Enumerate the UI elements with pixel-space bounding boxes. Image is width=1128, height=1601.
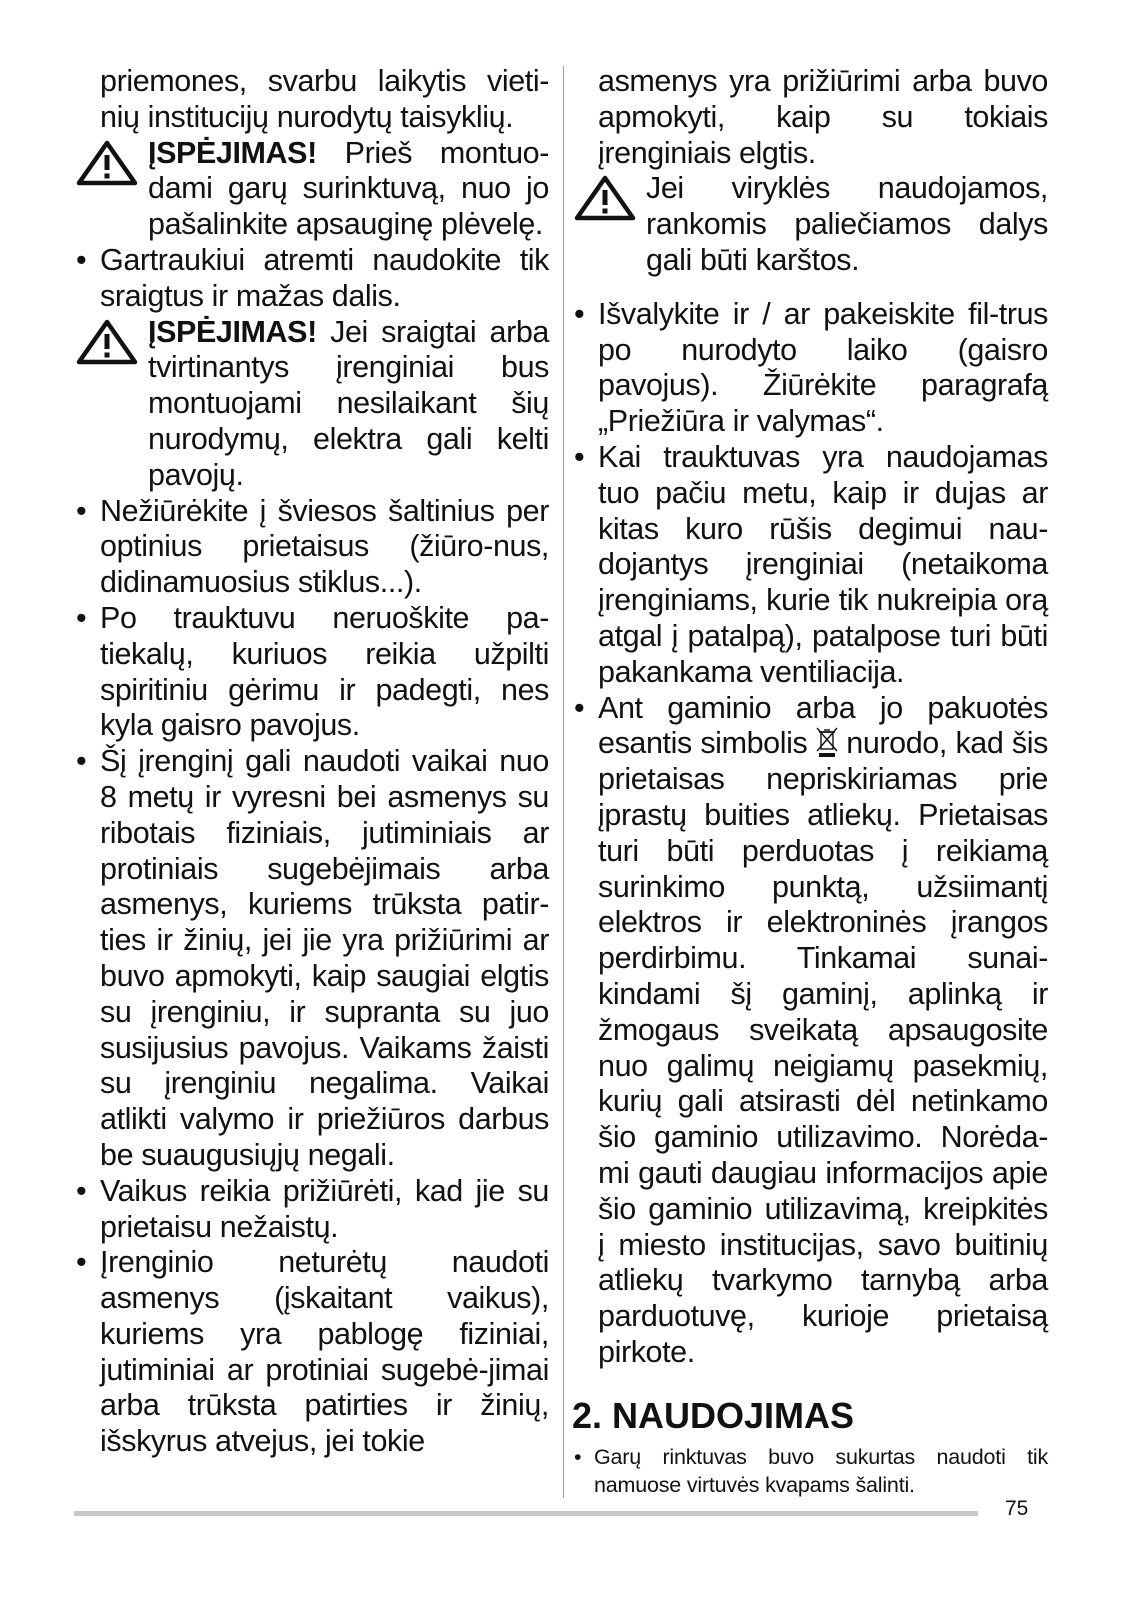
warning-block-screws [74,315,549,494]
paragraph-continuation: priemones, svarbu laikytis vieti-nių institucijų nurodytų taisyklių. [100,64,549,134]
warning-icon [574,175,636,221]
warning-label: ĮSPĖJIMAS! [148,314,317,349]
list-item: • Po trauktuvu neruoškite pa-tiekalų, kuriuos reikia užpilti spiritiniu gėrimu ir padegti, nes kyla gaisro pavojus. [74,601,549,744]
warning-text: Jei sraigtai arba tvirtinantys įrenginiai bus montuojami nesilaikant šių nurodymų, elektra gali kelti pavojų. [148,314,549,492]
section-heading: 2. NAUDOJIMAS [572,1394,855,1436]
left-column [74,64,549,1460]
list-item-text: Ant gaminio arba jo pakuotės esantis simbolis [598,690,1048,761]
list-item: • Kai trauktuvas yra naudojamas tuo pačiu metu, kaip ir dujas ar kitas kuro rūšis degimui nau-dojantys įrenginiai (netaikoma įrenginiams, kurie tik nukreipia orą atgal į patalpą), patalpose turi būti pakankama ventiliacija. [572,440,1048,691]
page-number: 75 [1005,1497,1029,1520]
warning-icon [76,140,138,186]
warning-block-hot-parts [572,171,1048,278]
list-item-text: nurodo, kad šis prietaisas nepriskiriamas prie įprastų buities atliekų. Prietaisas turi būti perduotas į reikiamą surinkimo punktą, užsiimantį elektros ir elektroninės įrangos perdirbimu. Tinkamai sunai-kindami šį gaminį, aplinką ir žmogaus sveikatą apsaugosite nuo galimų neigiamų pasekmių, kurių gali atsirasti dėl netinkamo šio gaminio utilizavimo. Norėda-mi gauti daugiau informacijos apie šio gaminio utilizavimą, kreipkitės į miesto institucijas, savo buitinių atliekų tvarkymo tarnybą arba parduotuvę, kurioje prietaisą pirkote. [598,726,1048,1369]
list-item: • Vaikus reikia prižiūrėti, kad jie su prietaisu nežaistų. [74,1174,549,1246]
warning-icon [76,319,138,365]
list-item: • Įrenginio neturėtų naudoti asmenys (įskaitant vaikus), kuriems yra pablogę fiziniai, jutiminiai ar protiniai sugebė-jimai arba trūksta patirties ir žinių, išskyrus atvejus, jei tokie [74,1245,549,1460]
warning-text: Prieš montuo-dami garų surinktuvą, nuo jo pašalinkite apsauginę plėvelę. [148,135,549,242]
column-divider [563,66,564,1498]
paragraph-continuation: asmenys yra prižiūrimi arba buvo apmokyti, kaip su tokiais įrenginiais elgtis. [598,64,1048,170]
list-item [572,691,1048,1371]
warning-block-film [74,136,549,243]
list-item: • Garų rinktuvas buvo sukurtas naudoti tik namuose virtuvės kvapams šalinti. [572,1443,1048,1499]
list-item: • Išvalykite ir / ar pakeiskite fil-trus po nurodyto laiko (gaisro pavojus). Žiūrėkite paragrafą „Priežiūra ir valymas“. [572,297,1048,440]
right-column [572,64,1048,1499]
warning-text: Jei viryklės naudojamos, rankomis paliečiamos dalys gali būti karštos. [646,171,1048,277]
crossed-bin-icon [816,727,838,757]
list-item: • Nežiūrėkite į šviesos šaltinius per optinius prietaisus (žiūro-nus, didinamuosius stiklus...). [74,494,549,601]
warning-label: ĮSPĖJIMAS! [148,135,317,170]
list-item: • Gartraukiui atremti naudokite tik sraigtus ir mažas dalis. [74,243,549,315]
footer-rule [74,1511,978,1516]
list-item: • Šį įrenginį gali naudoti vaikai nuo 8 metų ir vyresni bei asmenys su ribotais fiziniais, jutiminiais ar protiniais sugebėjimais arba asmenys, kuriems trūksta patir-ties ir žinių, jei jie yra prižiūrimi ar buvo apmokyti, kaip saugiai elgtis su įrenginiu, ir supranta su juo susijusius pavojus. Vaikams žaisti su įrenginiu negalima. Vaikai atlikti valymo ir priežiūros darbus be suaugusiųjų negali. [74,744,549,1174]
